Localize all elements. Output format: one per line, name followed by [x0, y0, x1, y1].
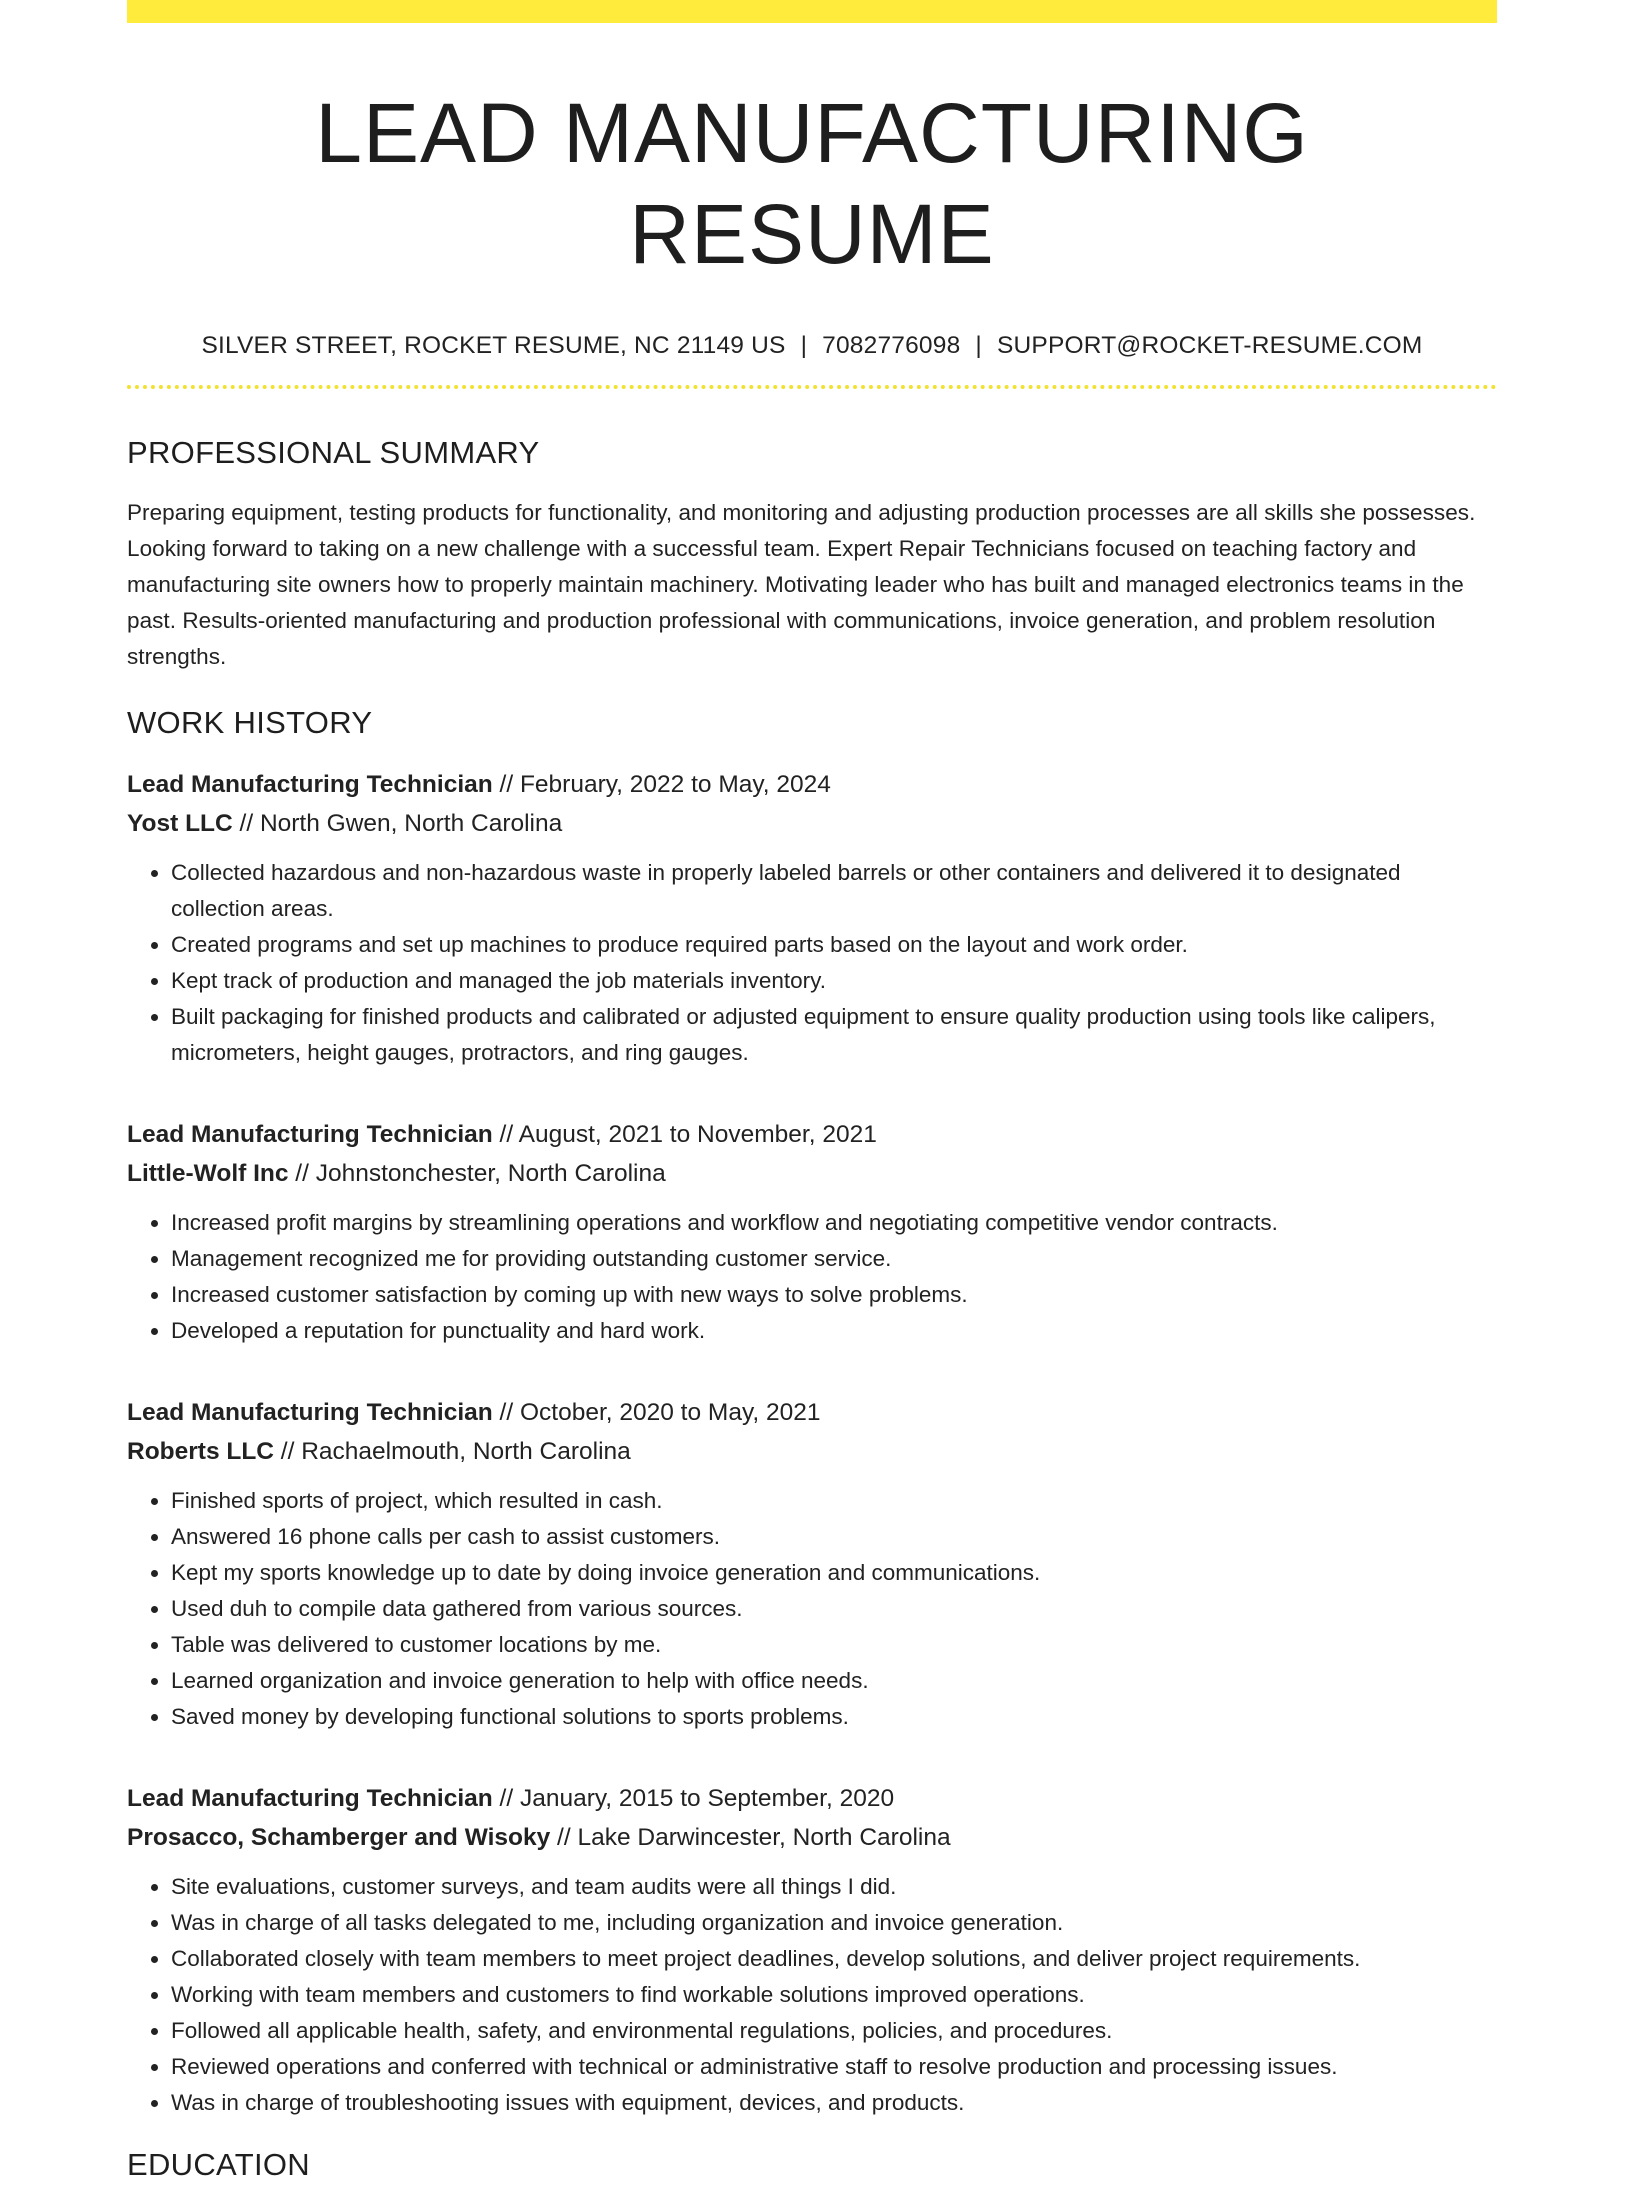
job-bullet: • Collected hazardous and non-hazardous waste in properly labeled barrels or other containers and delivered it to designated collection areas. — [171, 855, 1497, 927]
job-position: Lead Manufacturing Technician — [127, 1784, 493, 1812]
job-bullet: • Developed a reputation for punctuality and hard work. — [171, 1313, 1497, 1349]
job-location: // Johnstonchester, North Carolina — [288, 1159, 666, 1187]
job-company: Little-Wolf Inc — [127, 1159, 289, 1187]
top-accent-bar — [127, 0, 1497, 23]
job-entry — [127, 1779, 1497, 2121]
job-bullet: • Site evaluations, customer surveys, and team audits were all things I did. — [171, 1869, 1497, 1905]
job-entry — [127, 1393, 1497, 1735]
job-bullet: • Answered 16 phone calls per cash to assist customers. — [171, 1519, 1497, 1555]
job-company-line — [127, 1818, 1497, 1857]
job-bullet: • Kept track of production and managed the job materials inventory. — [171, 963, 1497, 999]
job-bullet: • Learned organization and invoice generation to help with office needs. — [171, 1663, 1497, 1699]
job-dates: // January, 2015 to September, 2020 — [492, 1784, 895, 1812]
summary-heading: PROFESSIONAL SUMMARY — [127, 434, 540, 470]
job-bullet-list — [127, 1869, 1497, 2121]
job-bullet: • Table was delivered to customer locations by me. — [171, 1627, 1497, 1663]
contact-separator: | — [975, 331, 982, 359]
job-company: Roberts LLC — [127, 1437, 274, 1465]
job-position: Lead Manufacturing Technician — [127, 770, 493, 798]
job-bullet: • Collaborated closely with team members to meet project deadlines, develop solutions, and deliver project requirements. — [171, 1941, 1497, 1977]
job-bullet: • Kept my sports knowledge up to date by doing invoice generation and communications. — [171, 1555, 1497, 1591]
contact-address: SILVER STREET, ROCKET RESUME, NC 21149 US — [201, 331, 786, 359]
education-heading: EDUCATION — [127, 2146, 310, 2182]
job-company: Yost LLC — [127, 809, 233, 837]
job-bullet: • Reviewed operations and conferred with technical or administrative staff to resolve production and processing issues. — [171, 2049, 1497, 2085]
job-company-line — [127, 1154, 1497, 1193]
summary-text: Preparing equipment, testing products for functionality, and monitoring and adjusting production processes are all skills she possesses. Looking forward to taking on a new challenge with a successful team. Expert Repair Technicians focused on teaching factory and manufacturing site owners how to properly maintain machinery. Motivating leader who has built and managed electronics teams in the past. Results-oriented manufacturing and production professional with communications, invoice generation, and problem resolution strengths. — [127, 499, 1476, 669]
job-position: Lead Manufacturing Technician — [127, 1120, 493, 1148]
job-location: // North Gwen, North Carolina — [232, 809, 563, 837]
job-company-line — [127, 1432, 1497, 1471]
job-dates: // August, 2021 to November, 2021 — [492, 1120, 877, 1148]
dotted-divider — [127, 385, 1497, 389]
job-location: // Rachaelmouth, North Carolina — [274, 1437, 631, 1465]
job-title-line — [127, 1779, 1497, 1818]
job-entry — [127, 765, 1497, 1071]
work-history-heading: WORK HISTORY — [127, 704, 373, 740]
work-history-list — [127, 765, 1497, 2121]
job-bullet: • Followed all applicable health, safety, and environmental regulations, policies, and procedures. — [171, 2013, 1497, 2049]
resume-page — [127, 0, 1497, 2185]
job-bullet: • Finished sports of project, which resulted in cash. — [171, 1483, 1497, 1519]
job-bullet-list — [127, 1483, 1497, 1735]
job-bullet: • Built packaging for finished products and calibrated or adjusted equipment to ensure quality production using tools like calipers, micrometers, height gauges, protractors, and ring gauges. — [171, 999, 1497, 1071]
job-dates: // October, 2020 to May, 2021 — [492, 1398, 821, 1426]
job-entry — [127, 1115, 1497, 1349]
job-bullet-list — [127, 855, 1497, 1071]
job-bullet: • Working with team members and customers to find workable solutions improved operations. — [171, 1977, 1497, 2013]
contact-email: SUPPORT@ROCKET-RESUME.COM — [997, 331, 1423, 359]
contact-line — [127, 331, 1497, 361]
job-bullet: • Increased customer satisfaction by coming up with new ways to solve problems. — [171, 1277, 1497, 1313]
job-title-line — [127, 1393, 1497, 1432]
job-title-line — [127, 765, 1497, 804]
job-company: Prosacco, Schamberger and Wisoky — [127, 1823, 551, 1851]
job-dates: // February, 2022 to May, 2024 — [492, 770, 831, 798]
job-bullet: • Management recognized me for providing outstanding customer service. — [171, 1241, 1497, 1277]
contact-phone: 7082776098 — [822, 331, 961, 359]
job-bullet: • Used duh to compile data gathered from various sources. — [171, 1591, 1497, 1627]
job-bullet: • Was in charge of troubleshooting issues with equipment, devices, and products. — [171, 2085, 1497, 2121]
job-company-line — [127, 804, 1497, 843]
resume-title: LEAD MANUFACTURING RESUME — [315, 86, 1309, 281]
job-bullet: • Increased profit margins by streamlining operations and workflow and negotiating competitive vendor contracts. — [171, 1205, 1497, 1241]
job-bullet-list — [127, 1205, 1497, 1349]
job-bullet: • Saved money by developing functional solutions to sports problems. — [171, 1699, 1497, 1735]
job-position: Lead Manufacturing Technician — [127, 1398, 493, 1426]
contact-separator: | — [800, 331, 808, 359]
job-bullet: • Was in charge of all tasks delegated to me, including organization and invoice generation. — [171, 1905, 1497, 1941]
job-location: // Lake Darwincester, North Carolina — [550, 1823, 951, 1851]
job-title-line — [127, 1115, 1497, 1154]
job-bullet: • Created programs and set up machines to produce required parts based on the layout and work order. — [171, 927, 1497, 963]
